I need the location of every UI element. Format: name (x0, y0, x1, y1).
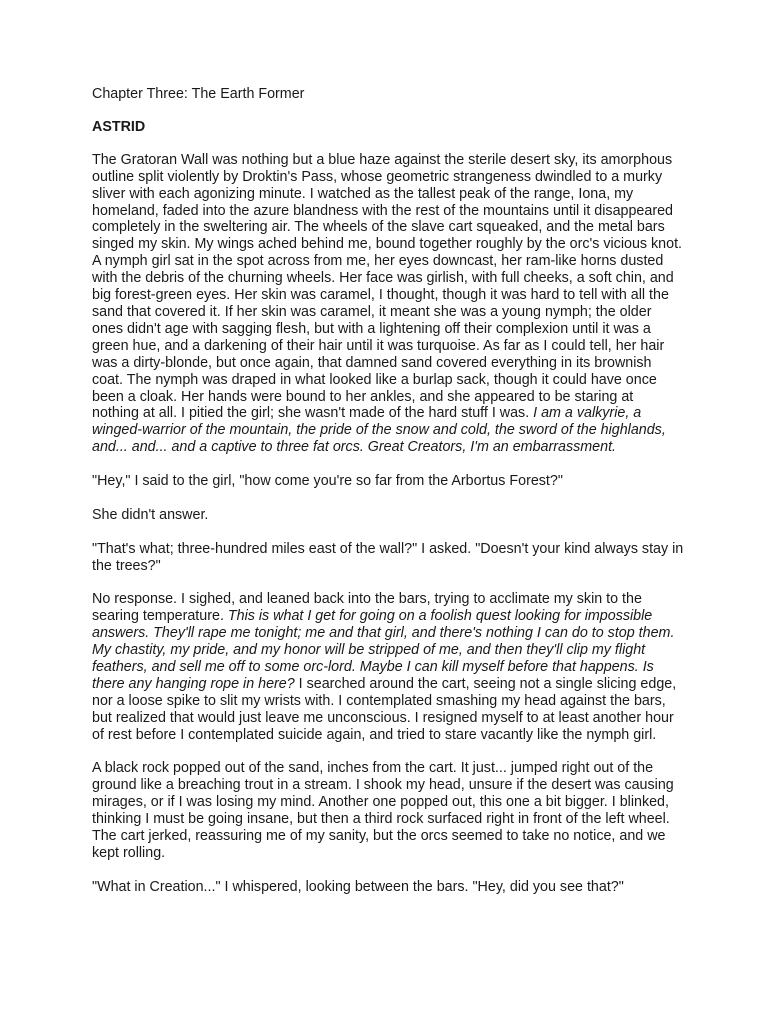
paragraph-1-italic: I am a valkyrie, a winged-warrior of the mountain, the pride of the snow and cold, the sword of the highlands, and... and... and a captive to three fat orcs. Great Creators, I'm an embarrassment. (92, 405, 666, 456)
paragraph-2: "Hey," I said to the girl, "how come you're so far from the Arbortus Forest?" (92, 473, 563, 490)
document-page (92, 86, 684, 912)
pov-heading: ASTRID (92, 118, 146, 135)
paragraph-4: "That's what; three-hundred miles east of the wall?" I asked. "Doesn't your kind always stay in the trees?" (92, 540, 684, 574)
paragraph-5-italic: This is what I get for going on a foolish quest looking for impossible answers. They'll rape me tonight; me and that girl, and there's nothing I can do to stop them. My chastity, my pride, and my honor will be stripped of me, and then they'll clip my flight feathers, and sell me off to some orc-lord. Maybe I can kill myself before that happens. Is there any hanging rope in here? (92, 608, 675, 692)
paragraph-6: A black rock popped out of the sand, inches from the cart. It just... jumped right out of the ground like a breaching trout in a stream. I shook my head, unsure if the desert was causing mirages, or if I was losing my mind. Another one popped out, this one a bit bigger. I blinked, thinking I must be going insane, but then a third rock surfaced right in front of the left wheel. The cart jerked, reassuring me of my sanity, but the orcs seemed to take no notice, and we kept rolling. (92, 760, 674, 861)
paragraph-5-rest: I searched around the cart, seeing not a single slicing edge, nor a loose spike to slit my wrists with. I contemplated smashing my head against the bars, but realized that would just leave me unconscious. I resigned myself to at least another hour of rest before I contemplated suicide again, and tried to stare vacantly like the nymph girl. (92, 675, 677, 743)
paragraph-5-text: No response. I sighed, and leaned back into the bars, trying to acclimate my skin to the searing temperature. (92, 591, 642, 625)
paragraph-3: She didn't answer. (92, 506, 209, 523)
paragraph-5 (92, 591, 684, 743)
paragraph-1-text: The Gratoran Wall was nothing but a blue haze against the sterile desert sky, its amorphous outline split violently by Droktin's Pass, whose geometric strangeness dwindled to a murky sliver with each agonizing minute. I watched as the tallest peak of the range, Iona, my homeland, faded into the azure blandness with the rest of the mountains until it disappeared completely in the sweltering air. The wheels of the slave cart squeaked, and the metal bars singed my skin. My wings ached behind me, bound together roughly by the orc's vicious knot. A nymph girl sat in the spot across from me, her eyes downcast, her ram-like horns dusted with the debris of the churning wheels. Her face was girlish, with full cheeks, a soft chin, and big forest-green eyes. Her skin was caramel, I thought, though it was hard to tell with all the sand that covered it. If her skin was caramel, it meant she was a young nymph; the older ones didn't age with sagging flesh, but with a lightening off their complexion until it was a green hue, and a darkening of their hair until it was turquoise. As far as I could tell, her hair was a dirty-blonde, but once again, that damned sand covered everything in its brownish coat. The nymph was draped in what looked like a burlap sack, though it could have once been a cloak. Her hands were bound to her ankles, and she appeared to be staring at nothing at all. I pitied the girl; she wasn't made of the hard stuff I was. (92, 151, 683, 422)
chapter-title: Chapter Three: The Earth Former (92, 86, 305, 102)
paragraph-7: "What in Creation..." I whispered, looking between the bars. "Hey, did you see that?" (92, 878, 624, 895)
paragraph-1 (92, 152, 684, 456)
